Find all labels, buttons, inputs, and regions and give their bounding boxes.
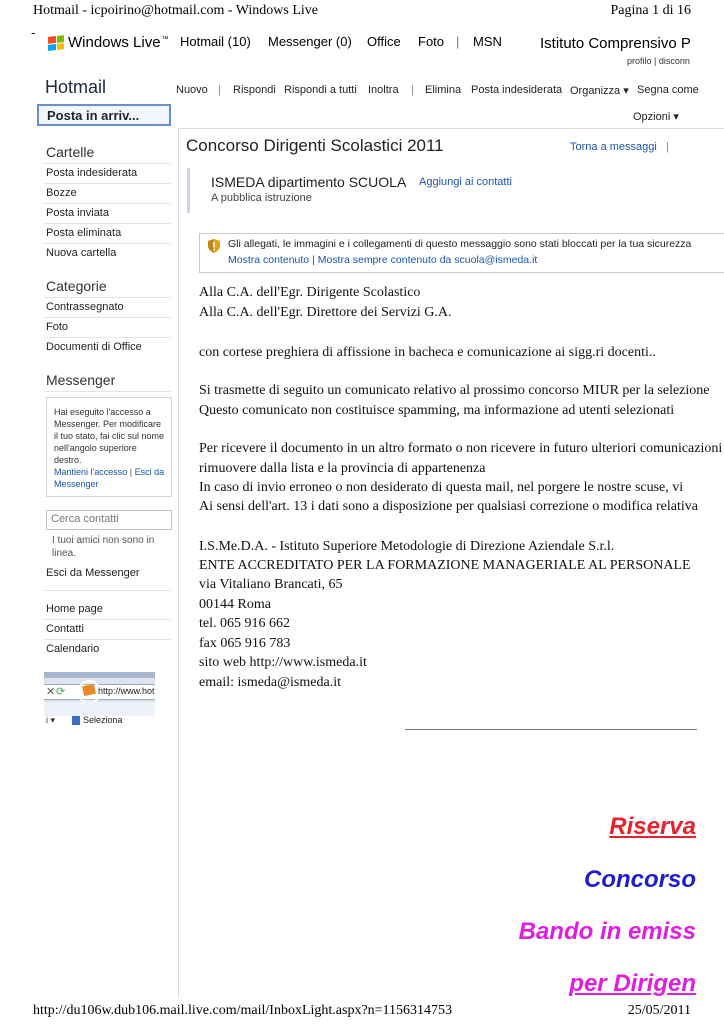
folders-heading: Cartelle	[46, 144, 95, 160]
show-content-link[interactable]: Mostra contenuto	[228, 254, 310, 266]
body-line: Alla C.A. dell'Egr. Dirigente Scolastico	[199, 285, 421, 300]
body-divider	[405, 729, 697, 730]
message-subject: Concorso Dirigenti Scolastici 2011	[186, 136, 444, 155]
body-line: Alla C.A. dell'Egr. Direttore dei Servizi G.A.	[199, 305, 452, 320]
toolbar-segna-come[interactable]: Segna come	[637, 84, 699, 96]
toolbar-nuovo[interactable]: Nuovo	[176, 84, 208, 96]
account-links[interactable]: profilo | disconn	[627, 56, 690, 66]
body-line: rimuovere dalla lista e la provincia di appartenenza	[199, 461, 486, 476]
banner-dirigenti: per Dirigen	[569, 970, 696, 997]
banner-riserva: Riserva	[609, 813, 696, 840]
sidebar-item-home[interactable]: Home page	[46, 603, 103, 615]
body-line: email: ismeda@ismeda.it	[199, 675, 341, 690]
app-title: Hotmail	[45, 77, 107, 97]
sidebar-item-contacts[interactable]: Contatti	[46, 623, 84, 635]
body-line: 00144 Roma	[199, 597, 271, 612]
banner-concorso: Concorso	[583, 866, 696, 893]
nav-hotmail[interactable]: Hotmail (10)	[180, 34, 251, 49]
body-line: con cortese preghiera di affissione in bacheca e comunicazione ai sigg.ri docenti..	[199, 345, 656, 360]
windows-flag-icon	[48, 35, 64, 51]
sidebar-item-deleted[interactable]: Posta eliminata	[46, 227, 122, 239]
windows-live-tm: ™	[161, 36, 169, 43]
browser-thumbnail: ✕ ⟳ http://www.hot i ▾ Seleziona	[44, 672, 155, 728]
body-line: tel. 065 916 662	[199, 616, 290, 631]
header-separator: |	[666, 141, 669, 153]
nav-foto[interactable]: Foto	[418, 34, 445, 49]
toolbar-organizza[interactable]: Organizza ▾	[570, 85, 629, 97]
thumb-select-icon	[72, 716, 80, 725]
always-show-content-link[interactable]: Mostra sempre contenuto da scuola@ismeda.it	[317, 254, 538, 266]
no-friends-online: I tuoi amici non sono in linea.	[52, 535, 155, 559]
nav-office[interactable]: Office	[367, 34, 401, 49]
print-header-page: Pagina 1 di 16	[610, 3, 691, 18]
category-flagged[interactable]: Contrassegnato	[46, 301, 124, 313]
thumb-refresh-icon: ⟳	[56, 686, 66, 698]
print-footer-url: http://du106w.dub106.mail.live.com/mail/InboxLight.aspx?n=1156314753	[33, 1003, 453, 1018]
toolbar-opzioni[interactable]: Opzioni ▾	[633, 111, 679, 123]
exit-messenger-link[interactable]: Esci da Messenger	[46, 567, 140, 579]
toolbar-inoltra[interactable]: Inoltra	[368, 84, 399, 96]
nav-messenger[interactable]: Messenger (0)	[268, 34, 352, 49]
messenger-note: Hai eseguito l'accesso a Messenger. Per modificare il tuo stato, fai clic sul nome nell'angolo superiore destro.	[54, 407, 165, 465]
thumb-select-label: Seleziona	[83, 715, 123, 725]
messenger-status-box	[46, 397, 172, 497]
blocked-content-warning	[199, 233, 724, 273]
sidebar-item-sent[interactable]: Posta inviata	[46, 207, 109, 219]
body-line: via Vitaliano Brancati, 65	[199, 577, 343, 592]
search-contacts-input[interactable]: Cerca contatti	[46, 510, 172, 530]
thumb-close-icon: ✕	[46, 686, 56, 698]
body-line: Si trasmette di seguito un comunicato relativo al prossimo concorso MIUR per la selezione	[199, 383, 710, 398]
shield-warning-icon	[208, 239, 220, 253]
warning-text: Gli allegati, le immagini e i collegamenti di questo messaggio sono stati bloccati per la tua sicurezza	[228, 238, 692, 250]
body-line: Questo comunicato non costituisce spamming, ma informazione ad utenti selezionati	[199, 403, 675, 418]
recipient-line: A pubblica istruzione	[211, 192, 312, 204]
category-office-docs[interactable]: Documenti di Office	[46, 341, 142, 353]
nav-separator: |	[456, 34, 460, 49]
print-header-title: Hotmail - icpoirino@hotmail.com - Windows Live	[33, 3, 319, 18]
add-to-contacts-link[interactable]: Aggiungi ai contatti	[419, 176, 512, 188]
body-line: Ai sensi dell'art. 13 i dati sono a disposizione per qualsiasi correzione o modifica relativa	[199, 499, 698, 514]
exit-messenger-box-link[interactable]: Esci da Messenger	[54, 467, 165, 489]
toolbar-rispondi-tutti[interactable]: Rispondi a tutti	[284, 84, 357, 96]
sidebar-item-calendar[interactable]: Calendario	[46, 643, 100, 655]
new-folder-link[interactable]: Nuova cartella	[46, 247, 117, 259]
windows-live-logo[interactable]	[48, 34, 169, 51]
body-line: ENTE ACCREDITATO PER LA FORMAZIONE MANAGERIALE AL PERSONALE	[199, 558, 691, 573]
toolbar-sep: |	[411, 84, 414, 96]
banner-bando: Bando in emiss	[518, 918, 696, 945]
category-photos[interactable]: Foto	[46, 321, 69, 333]
print-header-dash: -	[31, 25, 36, 40]
toolbar-elimina[interactable]: Elimina	[425, 84, 462, 96]
body-line: I.S.Me.D.A. - Istituto Superiore Metodologie di Direzione Aziendale S.r.l.	[199, 539, 615, 554]
toolbar-rispondi[interactable]: Rispondi	[233, 84, 276, 96]
sender-name: ISMEDA dipartimento SCUOLA	[211, 174, 407, 190]
sidebar-item-drafts[interactable]: Bozze	[46, 187, 77, 199]
toolbar-sep: |	[218, 84, 221, 96]
categories-heading: Categorie	[46, 278, 107, 294]
body-line: Per ricevere il documento in un altro formato o non ricevere in futuro ulteriori comunicazioni	[199, 441, 723, 456]
print-footer-date: 25/05/2011	[627, 1003, 691, 1018]
back-to-messages-link[interactable]: Torna a messaggi	[570, 141, 657, 153]
body-line: In caso di invio erroneo o non desiderato di questa mail, nel porgere le nostre scuse, vi	[199, 480, 684, 495]
thumb-url: http://www.hot	[98, 686, 155, 696]
stay-signed-in-link[interactable]: Mantieni l'accesso	[54, 467, 128, 477]
toolbar-posta-indesiderata[interactable]: Posta indesiderata	[471, 84, 563, 96]
body-line: fax 065 916 783	[199, 636, 291, 651]
messenger-link-sep: |	[129, 467, 133, 477]
windows-live-brand: Windows Live	[68, 34, 161, 51]
messenger-heading: Messenger	[46, 372, 116, 388]
sidebar-item-inbox[interactable]: Posta in arriv...	[37, 104, 171, 126]
body-line: sito web http://www.ismeda.it	[199, 655, 367, 670]
sidebar-item-junk[interactable]: Posta indesiderata	[46, 167, 138, 179]
nav-msn[interactable]: MSN	[473, 34, 502, 49]
account-name[interactable]: Istituto Comprensivo P	[540, 35, 691, 52]
warning-link-sep: |	[312, 254, 315, 266]
